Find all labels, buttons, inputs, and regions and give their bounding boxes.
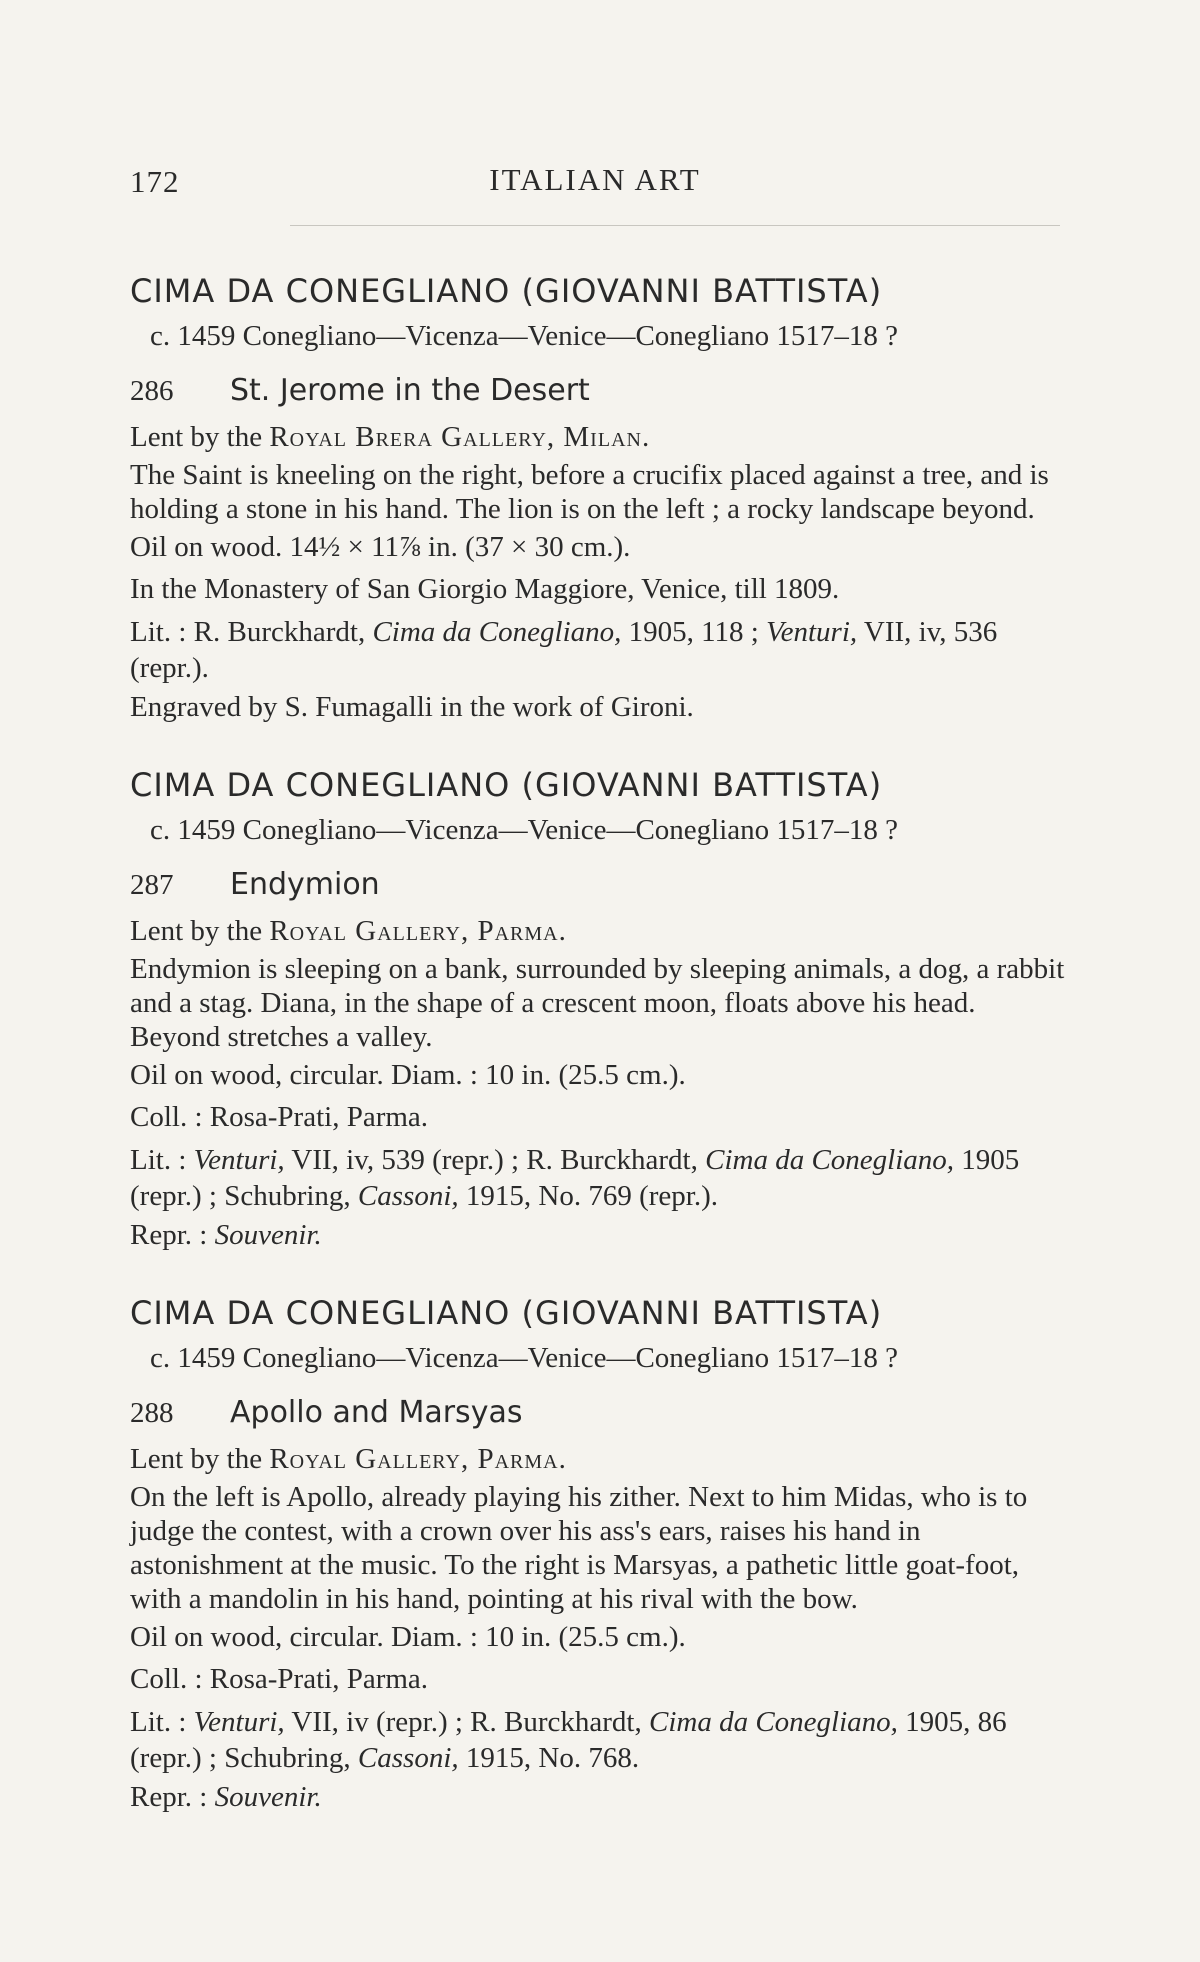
lender-line: [130, 910, 1065, 952]
provenance: In the Monastery of San Giorgio Maggiore, Venice, till 1809.: [130, 573, 840, 605]
artist-dates: c. 1459 Conegliano—Vicenza—Venice—Conegliano 1517–18 ?: [150, 814, 899, 846]
running-title: ITALIAN ART: [489, 162, 701, 197]
lit-work-title: Cima da Conegliano,: [372, 616, 622, 648]
header-rule: [290, 225, 1060, 226]
medium-line: Oil on wood, circular. Diam. : 10 in. (25.5 cm.).: [130, 1059, 686, 1091]
lit-work-title-2: Cassoni,: [357, 1180, 459, 1212]
description: On the left is Apollo, already playing his zither. Next to him Midas, who is to judge the contest, with a crown over his ass's ears, raises his hand in astonishment at the music. To the right is Marsyas, a pathetic little goat-foot, with a mandolin in his hand, pointing at his rival with the bow.: [130, 1481, 1028, 1615]
artist-heading: CIMA DA CONEGLIANO (GIOVANNI BATTISTA): [130, 272, 883, 310]
lender-line: [130, 1438, 1065, 1480]
lit-author-venturi: Venturi,: [193, 1706, 285, 1738]
lit-ref-3: 1915, No. 769 (repr.).: [465, 1180, 718, 1212]
artwork-title-line: [130, 366, 1065, 416]
repr-title: Souvenir.: [214, 1219, 322, 1251]
artwork-title-line: [130, 1388, 1065, 1438]
artwork-title: Apollo and Marsyas: [230, 1395, 523, 1430]
engraved-note: Engraved by S. Fumagalli in the work of Gironi.: [130, 691, 694, 723]
lender-name: Royal Gallery, Parma.: [269, 1443, 567, 1475]
collection: Coll. : Rosa-Prati, Parma.: [130, 1663, 429, 1695]
artist-heading: CIMA DA CONEGLIANO (GIOVANNI BATTISTA): [130, 1294, 883, 1332]
lit-ref: VII, iv, 539 (repr.) ; R. Burckhardt,: [291, 1144, 698, 1176]
catalogue-entry-286: [130, 268, 1065, 728]
catalogue-number: 288: [130, 1397, 174, 1429]
lender-line: [130, 416, 1065, 458]
artist-dates: c. 1459 Conegliano—Vicenza—Venice—Conegliano 1517–18 ?: [150, 320, 899, 352]
catalogue-entry-287: [130, 762, 1065, 1256]
page-number: 172: [130, 164, 180, 199]
description: The Saint is kneeling on the right, before a crucifix placed against a tree, and is holding a stone in his hand. The lion is on the left ; a rocky landscape beyond.: [130, 459, 1049, 525]
catalogue-number: 286: [130, 375, 174, 407]
lender-name: Royal Gallery, Parma.: [269, 915, 567, 947]
repr-label: Repr. :: [130, 1781, 208, 1813]
reproduction: [130, 1776, 1065, 1818]
lit-ref-2: 1905 (repr.) ; Schubring,: [130, 1144, 1020, 1212]
dimensions: 14½ × 11⅞ in. (37 × 30 cm.).: [289, 531, 631, 563]
literature: [130, 614, 1065, 686]
lender-prefix: Lent by the: [130, 1443, 263, 1475]
catalogue-content: [130, 268, 1065, 1852]
lit-work-title: Cima da Conegliano,: [648, 1706, 898, 1738]
lender-prefix: Lent by the: [130, 915, 263, 947]
medium-line: Oil on wood, circular. Diam. : 10 in. (25.5 cm.).: [130, 1621, 686, 1653]
artwork-title-line: [130, 860, 1065, 910]
artist-dates: c. 1459 Conegliano—Vicenza—Venice—Conegliano 1517–18 ?: [150, 1342, 899, 1374]
lender-name: Royal Brera Gallery, Milan.: [269, 421, 651, 453]
lit-author-venturi: Venturi,: [193, 1144, 285, 1176]
running-head: [130, 160, 1060, 210]
lit-work-title-2: Cassoni,: [357, 1742, 459, 1774]
lit-label: Lit. :: [130, 616, 187, 648]
lit-ref-2: 1905, 86 (repr.) ; Schubring,: [130, 1706, 1007, 1774]
lit-author-venturi: Venturi,: [766, 616, 858, 648]
catalogue-entry-288: [130, 1290, 1065, 1818]
description: Endymion is sleeping on a bank, surrounded by sleeping animals, a dog, a rabbit and a stag. Diana, in the shape of a crescent moon, floats above his head. Beyond stretches a valley.: [130, 953, 1065, 1053]
lit-ref: VII, iv (repr.) ; R. Burckhardt,: [291, 1706, 642, 1738]
repr-title: Souvenir.: [214, 1781, 322, 1813]
lit-ref-venturi: VII, iv, 536 (repr.).: [130, 616, 998, 684]
lit-author: R. Burckhardt,: [193, 616, 366, 648]
artist-heading: CIMA DA CONEGLIANO (GIOVANNI BATTISTA): [130, 766, 883, 804]
medium-line: [130, 526, 1065, 568]
medium: Oil on wood.: [130, 531, 283, 563]
repr-label: Repr. :: [130, 1219, 208, 1251]
lit-ref-3: 1915, No. 768.: [465, 1742, 640, 1774]
catalogue-number: 287: [130, 869, 174, 901]
literature: [130, 1142, 1065, 1214]
literature: [130, 1704, 1065, 1776]
artwork-title: St. Jerome in the Desert: [230, 373, 590, 408]
lit-ref: 1905, 118 ;: [628, 616, 759, 648]
lit-label: Lit. :: [130, 1144, 187, 1176]
lit-label: Lit. :: [130, 1706, 187, 1738]
collection: Coll. : Rosa-Prati, Parma.: [130, 1101, 429, 1133]
reproduction: [130, 1214, 1065, 1256]
artwork-title: Endymion: [230, 867, 380, 902]
lender-prefix: Lent by the: [130, 421, 263, 453]
lit-work-title: Cima da Conegliano,: [705, 1144, 955, 1176]
